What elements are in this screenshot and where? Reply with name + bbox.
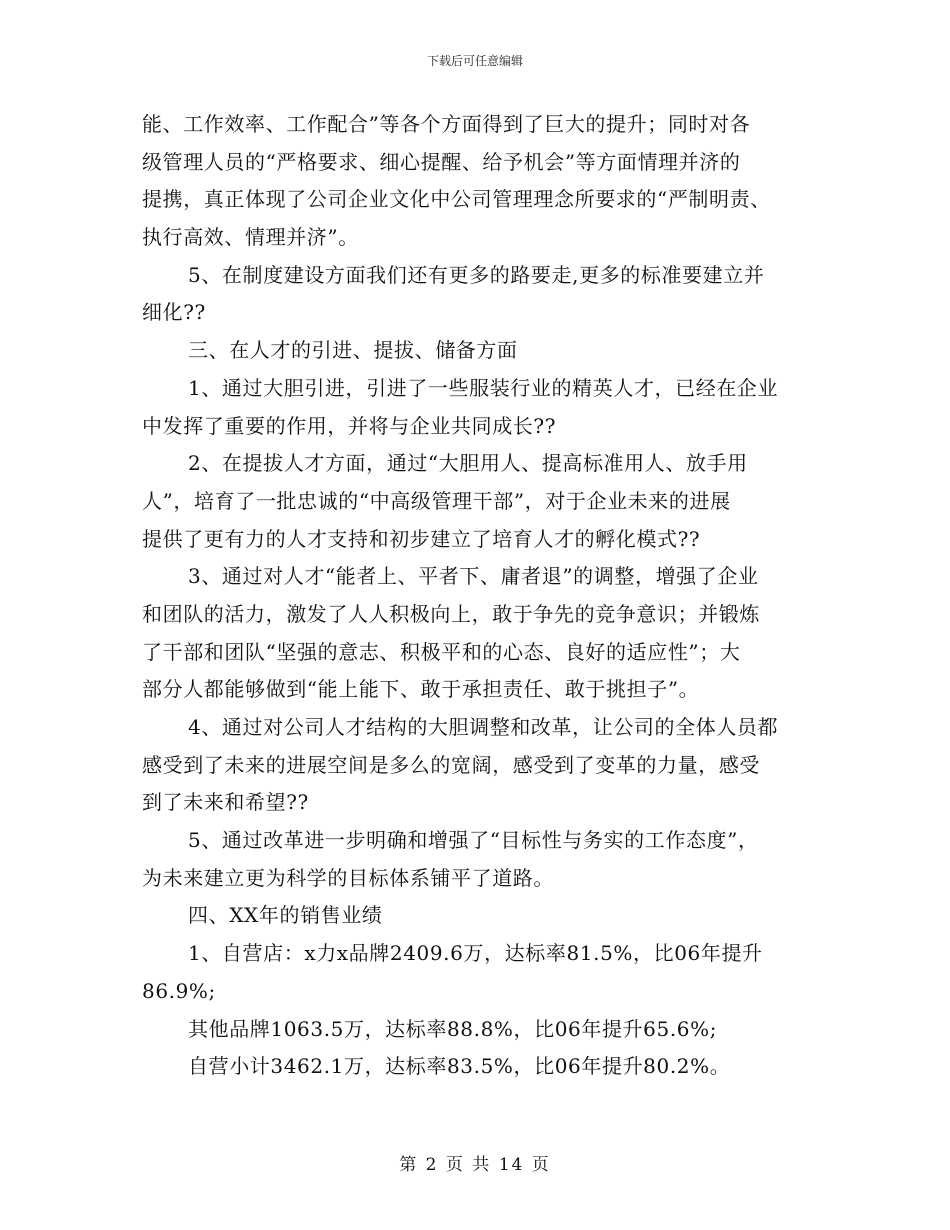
text-line: 部分人都能够做到“能上能下、敢于承担责任、敢于挑担子”。 <box>142 677 700 702</box>
text-line: 了干部和团队“坚强的意志、积极平和的心态、良好的适应性”；大 <box>142 639 741 664</box>
text-line: 感受到了未来的进展空间是多么的宽阔，感受到了变革的力量，感受 <box>142 752 760 777</box>
text-line: 提携，真正体现了公司企业文化中公司管理理念所要求的“严制明责、 <box>142 187 771 212</box>
document-body <box>142 106 808 1086</box>
paragraph-start-line: 其他品牌1063.5万，达标率88.8%，比06年提升65.6%; <box>188 1016 718 1041</box>
page-number-footer: 第 2 页 共 14 页 <box>399 1155 551 1175</box>
text-line: 能、工作效率、工作配合”等各个方面得到了巨大的提升；同时对各 <box>142 112 751 136</box>
text-line: 提供了更有力的人才支持和初步建立了培育人才的孵化模式?? <box>142 526 701 551</box>
text-line: 中发挥了重要的作用，并将与企业共同成长?? <box>142 413 557 438</box>
text-line: 为未来建立更为科学的目标体系铺平了道路。 <box>142 865 554 890</box>
text-line: 86.9%; <box>142 978 216 1003</box>
text-line: 和团队的活力，激发了人人积极向上，敢于争先的竞争意识；并锻炼 <box>142 601 760 626</box>
text-line: 到了未来和希望?? <box>142 790 309 815</box>
section-heading: 四、XX年的销售业绩 <box>188 903 383 928</box>
paragraph-start-line: 1、通过大胆引进，引进了一些服装行业的精英人才，已经在企业 <box>188 375 779 400</box>
page-header-note: 下载后可任意编辑 <box>426 54 523 68</box>
text-line: 人”，培育了一批忠诚的“中高级管理干部”，对于企业未来的进展 <box>142 488 731 513</box>
paragraph-start-line: 5、通过改革进一步明确和增强了“目标性与务实的工作态度”， <box>188 828 759 853</box>
paragraph-start-line: 4、通过对公司人才结构的大胆调整和改革，让公司的全体人员都 <box>188 715 779 739</box>
paragraph-start-line: 自营小计3462.1万，达标率83.5%，比06年提升80.2%。 <box>188 1054 731 1079</box>
text-line: 执行高效、情理并济”。 <box>142 225 359 250</box>
text-line: 细化?? <box>142 300 206 325</box>
section-heading: 三、在人才的引进、提拔、储备方面 <box>188 338 518 363</box>
paragraph-start-line: 1、自营店：x力x品牌2409.6万，达标率81.5%，比06年提升 <box>188 941 763 966</box>
paragraph-start-line: 5、在制度建设方面我们还有更多的路要走,更多的标准要建立并 <box>188 262 765 287</box>
paragraph-start-line: 3、通过对人才“能者上、平者下、庸者退”的调整，增强了企业 <box>188 564 759 589</box>
text-line: 级管理人员的“严格要求、细心提醒、给予机会”等方面情理并济的 <box>142 149 741 174</box>
paragraph-start-line: 2、在提拔人才方面，通过“大胆用人、提高标准用人、放手用 <box>188 451 748 476</box>
